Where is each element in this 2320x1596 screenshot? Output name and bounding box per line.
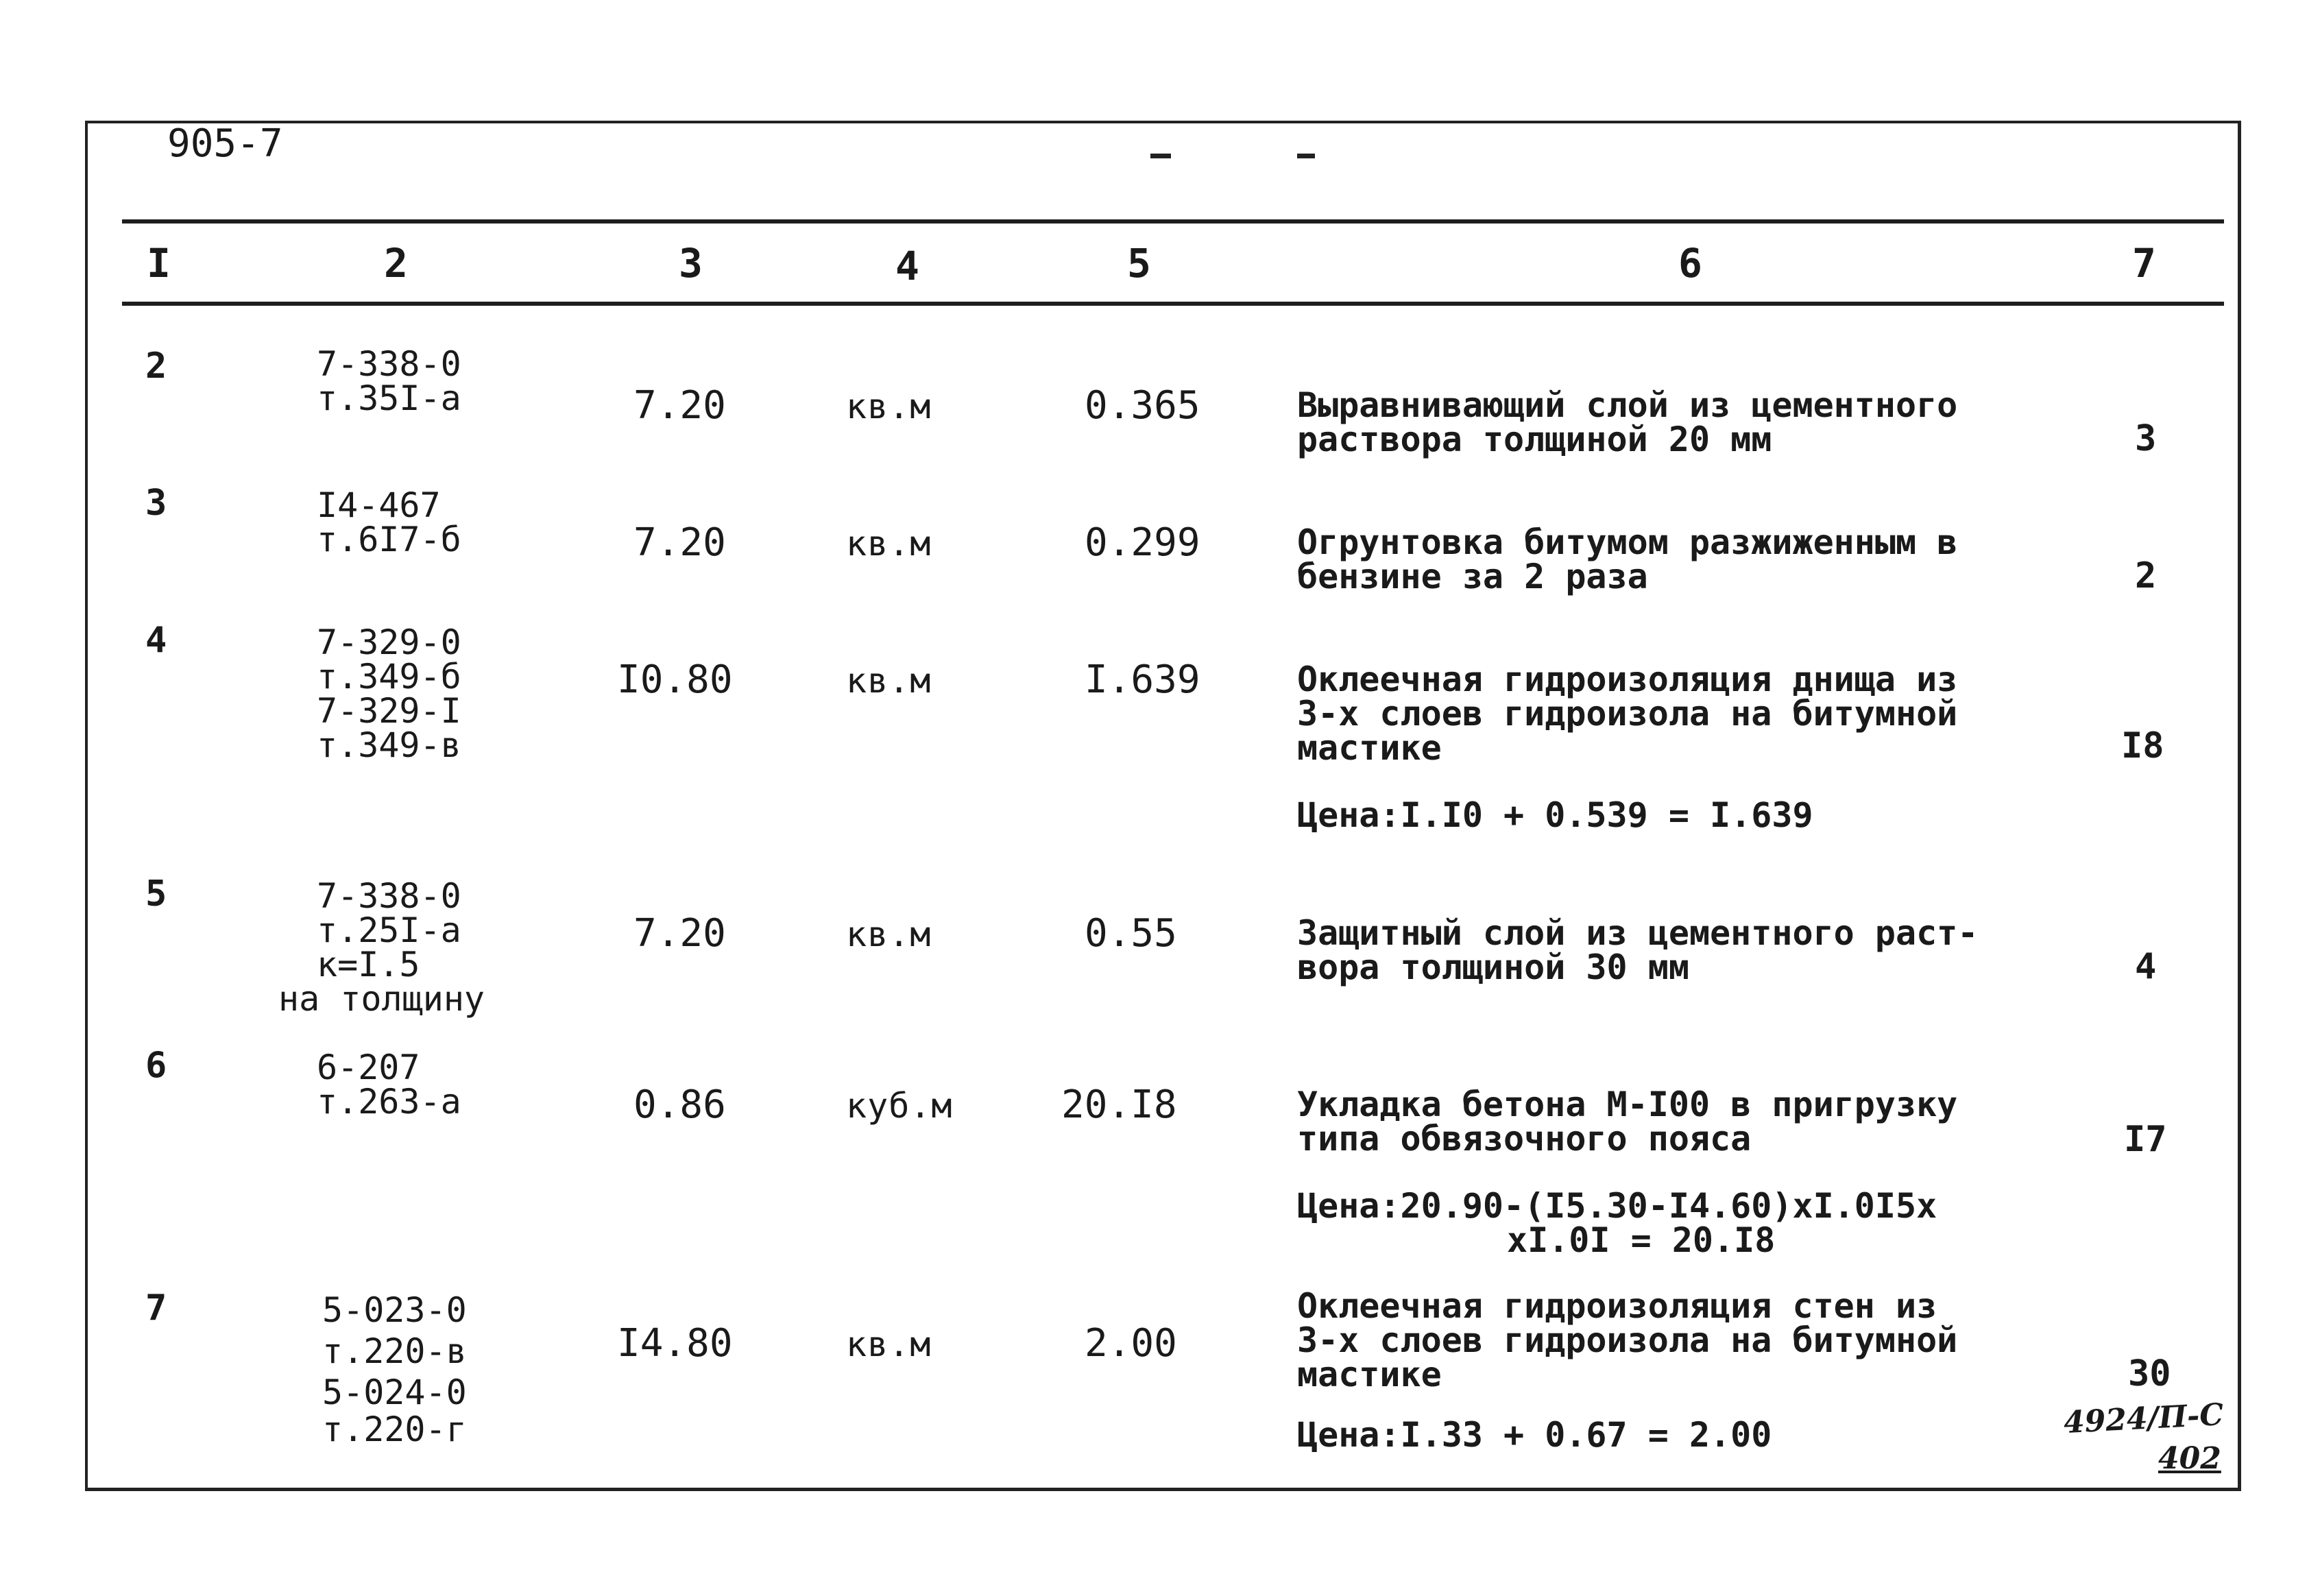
norm-code: 5-024-0 bbox=[322, 1373, 467, 1412]
top-dash-mark bbox=[1297, 154, 1315, 158]
row-total: 30 bbox=[2128, 1353, 2171, 1394]
unit-price: 2.00 bbox=[1085, 1321, 1177, 1366]
row-total: 3 bbox=[2135, 418, 2157, 459]
unit-price: 0.365 bbox=[1085, 383, 1200, 428]
row-number: 7 bbox=[145, 1287, 167, 1329]
column-header-4: 4 bbox=[895, 243, 919, 289]
quantity: I4.80 bbox=[617, 1321, 733, 1366]
norm-code: т.25I-а bbox=[317, 910, 461, 950]
price-calculation: Цена:I.I0 + 0.539 = I.639 bbox=[1297, 795, 1813, 835]
norm-code: на толщину bbox=[278, 979, 485, 1019]
unit: кв.м bbox=[846, 1325, 932, 1364]
work-description: Оклеечная гидроизоляция стен из bbox=[1297, 1286, 1937, 1326]
work-description: 3-х слоев гидроизола на битумной bbox=[1297, 694, 1958, 734]
work-description: бензине за 2 раза bbox=[1297, 557, 1648, 596]
norm-code: I4-467 bbox=[317, 485, 441, 525]
column-header-7: 7 bbox=[2132, 240, 2156, 287]
norm-code: т.6I7-б bbox=[317, 520, 461, 559]
unit: куб.м bbox=[846, 1086, 953, 1126]
column-header-1: I bbox=[147, 240, 171, 287]
column-header-5: 5 bbox=[1127, 240, 1151, 287]
row-number: 4 bbox=[145, 620, 167, 661]
unit-price: 0.299 bbox=[1085, 520, 1200, 565]
work-description: Огрунтовка битумом разжиженным в bbox=[1297, 522, 1958, 562]
row-total: I7 bbox=[2124, 1119, 2167, 1160]
work-description: 3-х слоев гидроизола на битумной bbox=[1297, 1320, 1958, 1360]
column-header-2: 2 bbox=[384, 240, 408, 287]
work-description: мастике bbox=[1297, 1355, 1442, 1394]
norm-code: т.35I-а bbox=[317, 378, 461, 418]
work-description: Защитный слой из цементного раст- bbox=[1297, 913, 1979, 953]
price-calculation: Цена:I.33 + 0.67 = 2.00 bbox=[1297, 1415, 1772, 1455]
price-calculation: Цена:20.90-(I5.30-I4.60)хI.0I5х bbox=[1297, 1186, 1937, 1226]
series-code: 905-7 bbox=[167, 121, 283, 166]
quantity: 7.20 bbox=[633, 520, 726, 565]
norm-code: т.349-б bbox=[317, 657, 461, 697]
work-description: мастике bbox=[1297, 728, 1442, 768]
row-number: 3 bbox=[145, 483, 167, 524]
price-calculation: хI.0I = 20.I8 bbox=[1507, 1220, 1776, 1260]
quantity: 7.20 bbox=[633, 383, 726, 428]
row-total: I8 bbox=[2121, 725, 2164, 766]
norm-code: т.220-в bbox=[322, 1331, 467, 1371]
norm-code: т.349-в bbox=[317, 725, 461, 765]
unit: кв.м bbox=[846, 661, 932, 701]
page-stamp: 402 bbox=[2158, 1441, 2221, 1476]
quantity: I0.80 bbox=[617, 657, 733, 702]
row-total: 2 bbox=[2135, 555, 2157, 596]
quantity: 0.86 bbox=[633, 1083, 726, 1127]
header-top-rule bbox=[122, 219, 2224, 223]
unit-price: 20.I8 bbox=[1061, 1083, 1177, 1127]
row-number: 5 bbox=[145, 873, 167, 915]
unit-price: I.639 bbox=[1085, 657, 1200, 702]
unit: кв.м bbox=[846, 915, 932, 954]
work-description: Выравнивающий слой из цементного bbox=[1297, 385, 1958, 425]
norm-code: 7-329-0 bbox=[317, 622, 461, 662]
unit: кв.м bbox=[846, 387, 932, 426]
header-bottom-rule bbox=[122, 302, 2224, 306]
norm-code: 7-338-0 bbox=[317, 344, 461, 384]
row-number: 2 bbox=[145, 346, 167, 387]
page-stamp: 4924/П-С bbox=[2062, 1396, 2225, 1441]
unit-price: 0.55 bbox=[1085, 911, 1177, 956]
norm-code: 7-329-I bbox=[317, 691, 461, 731]
quantity: 7.20 bbox=[633, 911, 726, 956]
norm-code: т.220-г bbox=[322, 1410, 467, 1449]
norm-code: т.263-а bbox=[317, 1082, 461, 1122]
unit: кв.м bbox=[846, 524, 932, 564]
work-description: Оклеечная гидроизоляция днища из bbox=[1297, 660, 1958, 699]
work-description: Укладка бетона М-I00 в пригрузку bbox=[1297, 1085, 1958, 1124]
column-header-6: 6 bbox=[1678, 240, 1702, 287]
work-description: вора толщиной 30 мм bbox=[1297, 947, 1689, 987]
work-description: раствора толщиной 20 мм bbox=[1297, 420, 1772, 459]
work-description: типа обвязочного пояса bbox=[1297, 1119, 1752, 1159]
column-header-3: 3 bbox=[679, 240, 703, 287]
row-total: 4 bbox=[2135, 946, 2157, 987]
row-number: 6 bbox=[145, 1045, 167, 1086]
norm-code: 5-023-0 bbox=[322, 1290, 467, 1330]
top-dash-mark bbox=[1150, 154, 1171, 158]
norm-code: 6-207 bbox=[317, 1048, 420, 1087]
norm-code: к=I.5 bbox=[317, 945, 420, 984]
norm-code: 7-338-0 bbox=[317, 876, 461, 916]
